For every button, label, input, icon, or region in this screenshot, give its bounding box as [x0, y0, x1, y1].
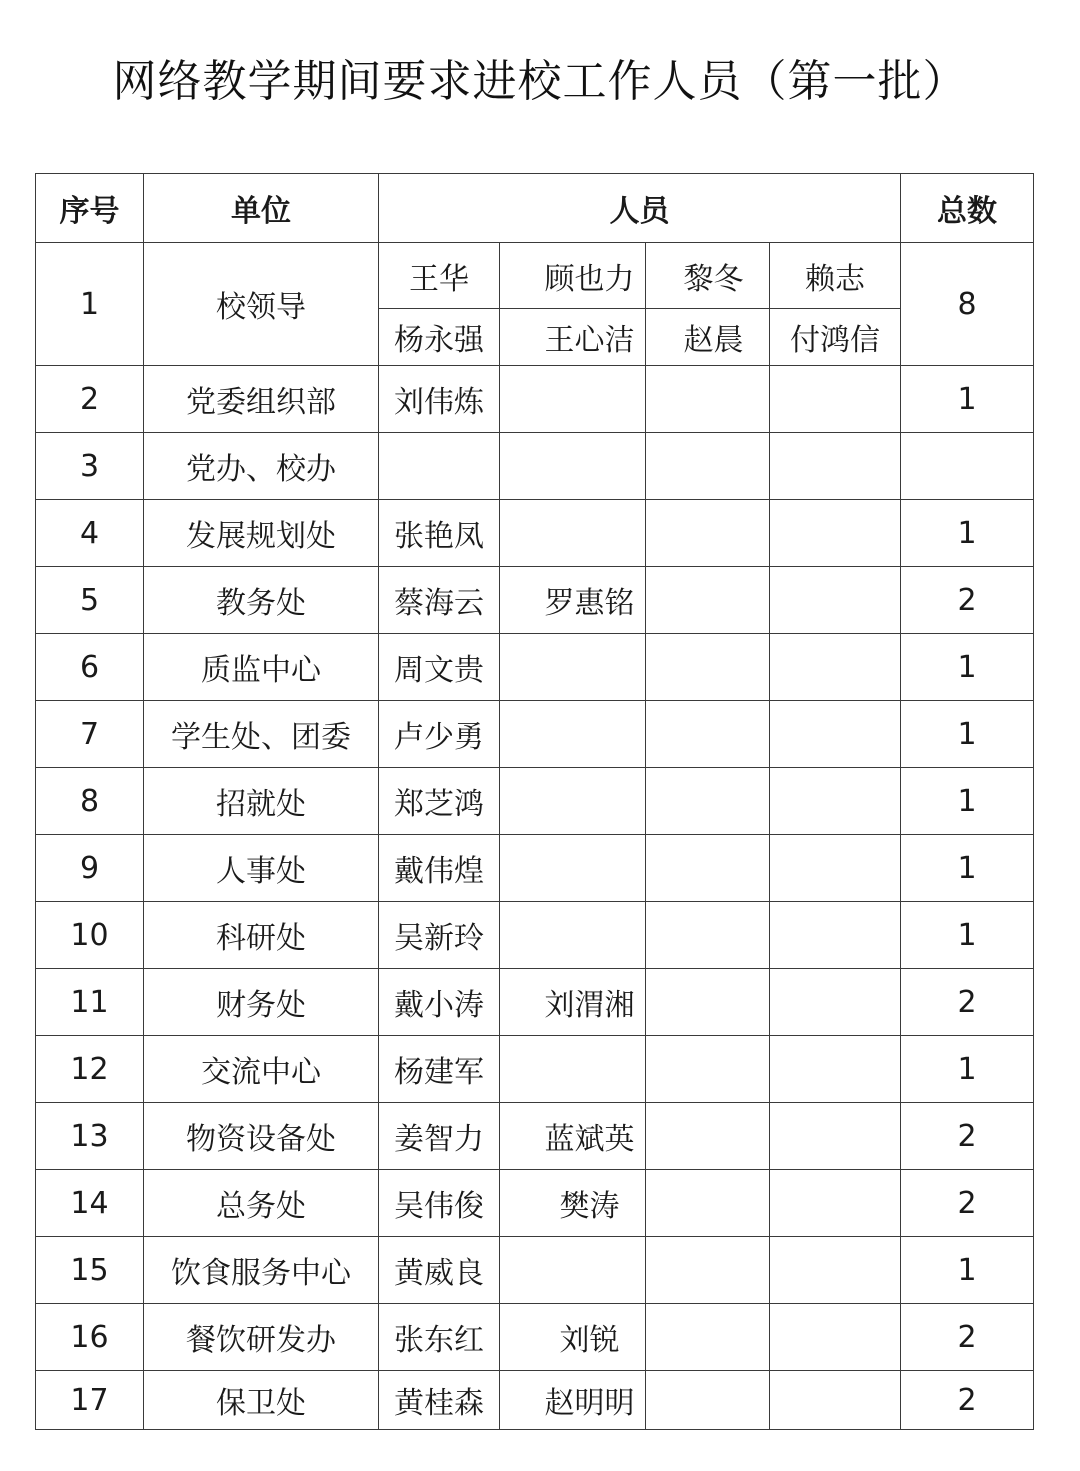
header-people: 人员 [379, 174, 901, 243]
table-row [36, 567, 1034, 634]
row-index: 11 [36, 969, 144, 1036]
person-name: 王华 [379, 243, 500, 309]
person-name: 吴伟俊 [379, 1170, 500, 1237]
table-row [36, 243, 1034, 309]
person-name: 刘锐 [500, 1304, 646, 1371]
row-total: 2 [901, 1170, 1034, 1237]
row-unit: 质监中心 [144, 634, 379, 701]
person-name: 姜智力 [379, 1103, 500, 1170]
person-name [646, 1237, 770, 1304]
person-name [646, 1036, 770, 1103]
row-unit: 物资设备处 [144, 1103, 379, 1170]
person-name: 卢少勇 [379, 701, 500, 768]
row-unit: 餐饮研发办 [144, 1304, 379, 1371]
row-unit: 交流中心 [144, 1036, 379, 1103]
person-name [770, 433, 901, 500]
person-name [500, 433, 646, 500]
person-name [770, 567, 901, 634]
person-name [500, 835, 646, 902]
person-name: 戴小涛 [379, 969, 500, 1036]
person-name [646, 701, 770, 768]
person-name: 刘伟炼 [379, 366, 500, 433]
row-index: 4 [36, 500, 144, 567]
row-unit: 财务处 [144, 969, 379, 1036]
person-name: 王心洁 [500, 309, 646, 366]
row-unit: 科研处 [144, 902, 379, 969]
row-unit: 校领导 [144, 243, 379, 366]
person-name: 付鸿信 [770, 309, 901, 366]
row-index: 15 [36, 1237, 144, 1304]
row-total: 8 [901, 243, 1034, 366]
person-name [646, 500, 770, 567]
table-row [36, 768, 1034, 835]
person-name [500, 1036, 646, 1103]
row-index: 10 [36, 902, 144, 969]
person-name [500, 366, 646, 433]
table-row [36, 1170, 1034, 1237]
person-name: 赵明明 [500, 1371, 646, 1430]
person-name [646, 366, 770, 433]
row-total: 1 [901, 1237, 1034, 1304]
person-name [646, 634, 770, 701]
person-name [646, 768, 770, 835]
person-name: 黄桂森 [379, 1371, 500, 1430]
person-name [770, 835, 901, 902]
table-row [36, 500, 1034, 567]
row-unit: 招就处 [144, 768, 379, 835]
row-unit: 饮食服务中心 [144, 1237, 379, 1304]
page-title: 网络教学期间要求进校工作人员（第一批） [112, 56, 968, 107]
row-unit: 保卫处 [144, 1371, 379, 1430]
row-total: 1 [901, 1036, 1034, 1103]
table-row [36, 1036, 1034, 1103]
person-name [646, 835, 770, 902]
person-name [500, 1237, 646, 1304]
header-row [36, 174, 1034, 243]
person-name [646, 567, 770, 634]
person-name [500, 768, 646, 835]
person-name [646, 1304, 770, 1371]
person-name [646, 1371, 770, 1430]
row-total: 2 [901, 969, 1034, 1036]
person-name: 张艳凤 [379, 500, 500, 567]
row-total: 1 [901, 768, 1034, 835]
table-row [36, 1237, 1034, 1304]
row-index: 12 [36, 1036, 144, 1103]
row-total: 1 [901, 500, 1034, 567]
row-total: 1 [901, 366, 1034, 433]
table-row [36, 1304, 1034, 1371]
table-row [36, 1371, 1034, 1430]
person-name: 郑芝鸿 [379, 768, 500, 835]
person-name: 戴伟煌 [379, 835, 500, 902]
person-name [500, 902, 646, 969]
person-name [770, 366, 901, 433]
person-name [646, 1170, 770, 1237]
row-unit: 党办、校办 [144, 433, 379, 500]
person-name: 黎冬 [646, 243, 770, 309]
row-total: 2 [901, 1103, 1034, 1170]
row-index: 6 [36, 634, 144, 701]
person-name [770, 1371, 901, 1430]
person-name: 罗惠铭 [500, 567, 646, 634]
row-unit: 总务处 [144, 1170, 379, 1237]
row-index: 3 [36, 433, 144, 500]
table-row [36, 835, 1034, 902]
person-name: 张东红 [379, 1304, 500, 1371]
row-total: 1 [901, 634, 1034, 701]
table-row [36, 366, 1034, 433]
person-name [646, 433, 770, 500]
person-name [770, 1237, 901, 1304]
row-total: 1 [901, 701, 1034, 768]
row-index: 16 [36, 1304, 144, 1371]
row-total: 1 [901, 902, 1034, 969]
person-name [646, 969, 770, 1036]
person-name [770, 634, 901, 701]
person-name [770, 701, 901, 768]
person-name: 黄威良 [379, 1237, 500, 1304]
person-name [500, 634, 646, 701]
row-index: 17 [36, 1371, 144, 1430]
table-row [36, 1103, 1034, 1170]
header-index: 序号 [36, 174, 144, 243]
row-index: 13 [36, 1103, 144, 1170]
person-name [770, 1036, 901, 1103]
person-name [770, 1170, 901, 1237]
header-total: 总数 [901, 174, 1034, 243]
row-index: 7 [36, 701, 144, 768]
person-name [500, 701, 646, 768]
person-name [646, 902, 770, 969]
row-total: 2 [901, 1304, 1034, 1371]
table-row [36, 634, 1034, 701]
row-total: 2 [901, 567, 1034, 634]
person-name: 杨永强 [379, 309, 500, 366]
staff-table [35, 173, 1034, 1430]
person-name: 蓝斌英 [500, 1103, 646, 1170]
row-unit: 人事处 [144, 835, 379, 902]
row-unit: 学生处、团委 [144, 701, 379, 768]
person-name [770, 1103, 901, 1170]
row-index: 9 [36, 835, 144, 902]
header-unit: 单位 [144, 174, 379, 243]
person-name [770, 902, 901, 969]
table-row [36, 701, 1034, 768]
row-total [901, 433, 1034, 500]
row-index: 14 [36, 1170, 144, 1237]
person-name: 杨建军 [379, 1036, 500, 1103]
row-unit: 党委组织部 [144, 366, 379, 433]
person-name: 赖志 [770, 243, 901, 309]
table-row [36, 902, 1034, 969]
person-name: 吴新玲 [379, 902, 500, 969]
row-index: 8 [36, 768, 144, 835]
row-index: 2 [36, 366, 144, 433]
person-name: 樊涛 [500, 1170, 646, 1237]
person-name [379, 433, 500, 500]
person-name: 蔡海云 [379, 567, 500, 634]
person-name [646, 1103, 770, 1170]
row-unit: 发展规划处 [144, 500, 379, 567]
row-index: 5 [36, 567, 144, 634]
person-name: 顾也力 [500, 243, 646, 309]
table-row [36, 969, 1034, 1036]
person-name [770, 969, 901, 1036]
person-name [770, 1304, 901, 1371]
row-index: 1 [36, 243, 144, 366]
person-name: 刘渭湘 [500, 969, 646, 1036]
person-name [770, 768, 901, 835]
person-name: 周文贵 [379, 634, 500, 701]
table-row [36, 433, 1034, 500]
person-name [770, 500, 901, 567]
person-name [500, 500, 646, 567]
row-total: 2 [901, 1371, 1034, 1430]
row-unit: 教务处 [144, 567, 379, 634]
person-name: 赵晨 [646, 309, 770, 366]
row-total: 1 [901, 835, 1034, 902]
